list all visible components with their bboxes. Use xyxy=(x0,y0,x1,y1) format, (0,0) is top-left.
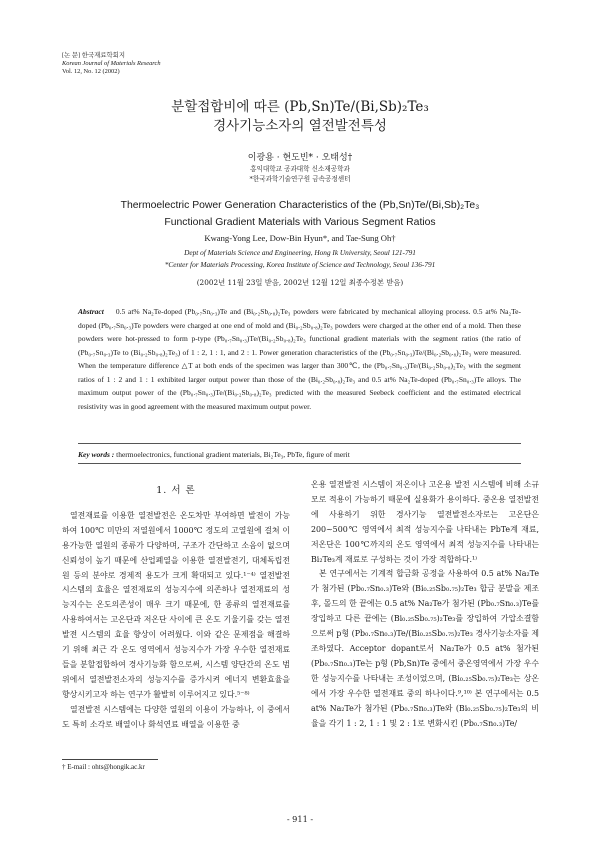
keywords-label: Key words : xyxy=(78,450,115,459)
received-dates: (2002년 11월 23일 받음, 2002년 12월 12일 최종수정본 받음) xyxy=(196,278,404,287)
paper-title-english xyxy=(0,197,600,231)
right-paragraph-2: 본 연구에서는 기계적 합금화 공정을 사용하여 0.5 at% Na₂Te가 첨가된 (Pb₀.₇Sn₀.₃)Te와 (Bi₀.₂₅Sb₀.₇₅)₂Te₃ 합금 분말을 제조후, 몰드의 한 끝에는 0.5 at% Na₂Te가 첨가된 (Pb₀.₇Sn₀.₃)Te를 장입하고 다른 끝에는 (Bi₀.₂₅Sb₀.₇₅)₂Te₃를 장입하여 가압소결함으로써 p형 (Pb₀.₇Sn₀.₃)Te/(Bi₀.₂₅Sb₀.₇₅)₂Te₃ 경사기능소자를 제조하였다. Acceptor dopant로서 Na₂Te가 0.5 at% 첨가된 (Pb₀.₇Sn₀.₃)Te는 p형 (Pb,Sn)Te 중에서 중온영역에서 가장 우수한 성능지수를 나타내는 조성이었으며, (Bi₀.₂₅Sb₀.₇₅)₂Te₃는 상온에서 가장 우수한 열전재료 중의 하나이다.⁹,¹⁰⁾ 본 연구에서는 0.5 at% Na₂Te가 첨가된 (Pb₀.₇Sn₀.₃)Te와 (Bi₀.₂₅Sb₀.₇₅)₂Te₃의 비율을 각기 1 : 2, 1 : 1 및 2 : 1로 변화시킨 (Pb₀.₇Sn₀.₃)Te/ xyxy=(311,569,539,728)
abstract xyxy=(78,305,521,413)
footnote-email: † E-mail : ohts@hongik.ac.kr xyxy=(62,763,145,771)
journal-header xyxy=(62,52,161,76)
title-en-line-1: Thermoelectric Power Generation Characteristics of the (Pb,Sn)Te/(Bi,Sb)₂Te₃ xyxy=(120,200,480,211)
affiliation-en-2: *Center for Materials Processing, Korea Institute of Science and Technology, Seoul 136-791 xyxy=(164,260,436,269)
keywords-bottom-rule xyxy=(78,463,521,464)
left-paragraph-1: 열전재료를 이용한 열전발전은 온도차만 부여하면 발전이 가능하여 100℃ 미만의 저열원에서 1000℃ 정도의 고열원에 걸쳐 이용가능한 열원의 종류가 다양하며, 구조가 간단하고 소음이 없으며 신뢰성이 높기 때문에 산업폐열을 이용한 열전발전기, 대체독립전원 등의 분야로 경제적 용도가 크게 확대되고 있다.¹⁻⁴⁾ 열전발전 시스템의 효율은 열전재료의 성능지수에 의존하나 열전재료의 성능지수는 온도의존성이 매우 크기 때문에, 한 종류의 열전재료를 사용하여서는 고온단과 저온단 사이에 큰 온도 기울기를 갖는 열전발전 시스템의 효율 향상이 어려웠다. 이와 같은 문제점을 해결하기 위해 최근 각 온도 영역에서 성능지수가 가장 우수한 열전재료들을 분할접합하여 경사기능화 함으로써, 시스템 양단간의 온도 범위에서 열전발전소자의 성능지수를 증가시켜 에너지 변환효율을 향상시키고자 하는 연구가 활발히 이루어지고 있다.⁵⁻⁸⁾ xyxy=(62,510,290,699)
authors-english: Kwang-Yong Lee, Dow-Bin Hyun*, and Tae-Sung Oh† xyxy=(204,233,396,243)
keywords-top-rule xyxy=(78,443,521,444)
journal-volume: Vol. 12, No. 12 (2002) xyxy=(62,68,120,75)
affiliation-kr-2: *한국과학기술연구원 금속공정센터 xyxy=(249,175,351,183)
journal-name-kr: [논 문] 한국재료학회지 xyxy=(62,52,126,59)
authors-korean: 이광용 · 현도빈* · 오태성† xyxy=(247,153,353,163)
affiliations-korean xyxy=(0,164,600,184)
affiliation-en-1: Dept of Materials Science and Engineering, Hong Ik University, Seoul 121-791 xyxy=(184,248,416,257)
abstract-text: 0.5 at% Na₂Te-doped (Pb₀.₇Sn₀.₃)Te and (Bi₀.₂Sb₀.₈)₂Te₃ powders were fabricated by mechanical alloying process. 0.5 at% Na₂Te-doped (Pb₀.₇Sn₀.₃)Te powders were charged at one end of mold and (Bi₀.₂Sb₀.₈)₂Te₃ powders were charged at the other end of a mold. Then these powders were hot-pressed to form p-type (Pb₀.₇Sn₀.₃)Te/(Bi₀.₂Sb₀.₈)₂Te₃ functional gradient materials with the segment ratios (the ratio of (Pb₀.₇Sn₀.₃)Te to (Bi₀.₂Sb₀.₈)₂Te₃) of 1 : 2, 1 : 1, and 2 : 1. Power generation characteristics of the (Pb₀.₇Sn₀.₃)Te/(Bi₀.₂Sb₀.₈)₂Te₃ were measured. When the temperature difference △T at both ends of the specimen was larger than 300℃, the (Pb₀.₇Sn₀.₃)Te/(Bi₀.₂Sb₀.₈)₂Te₃ with the segment ratios of 1 : 2 and 1 : 1 exhibited larger output power than those of the (Bi₀.₂Sb₀.₈)₂Te₃ and 0.5 at% Na₂Te-doped (Pb₀.₇Sn₀.₃)Te alloys. The maximum output power of the (Pb₀.₇Sn₀.₃)Te/(Bi₀.₂Sb₀.₈)₂Te₃ predicted with the measured Seebeck coefficient and the estimated electrical resistivity was in good agreement with the measured maximum output power. xyxy=(78,307,521,411)
abstract-label: Abstract xyxy=(78,307,104,316)
affiliations-english xyxy=(0,247,600,271)
affiliation-kr-1: 홍익대학교 공과대학 신소재공학과 xyxy=(250,165,350,173)
keywords xyxy=(78,450,521,459)
title-kr-line-2: 경사기능소자의 열전발전특성 xyxy=(213,118,387,134)
page-number: - 911 - xyxy=(286,814,314,824)
keywords-text: thermoelectronics, functional gradient materials, Bi₂Te₃, PbTe, figure of merit xyxy=(116,450,350,459)
left-column xyxy=(62,478,290,733)
title-kr-line-1: 분할접합비에 따른 (Pb,Sn)Te/(Bi,Sb)₂Te₃ xyxy=(171,99,429,115)
title-en-line-2: Functional Gradient Materials with Various Segment Ratios xyxy=(164,217,436,228)
left-paragraph-2: 열전발전 시스템에는 다양한 열원의 이용이 가능하나, 이 중에서도 특히 소각로 배열이나 화석연료 배열을 이용한 중 xyxy=(62,704,290,729)
right-paragraph-1: 온용 열전발전 시스템이 저온이나 고온용 발전 시스템에 비해 소규모로 적용이 가능하기 때문에 실용화가 용이하다. 중온용 열전발전에 사용하기 위한 경사기능 열전발전소자로는 고온단은 200~500℃ 영역에서 최적 성능지수를 나타내는 PbTe계 재료, 저온단은 100℃까지의 온도 영역에서 최적 성능지수를 나타내는 Bi₂Te₃계 재료로 구성하는 것이 가장 적합하다.¹⁾ xyxy=(311,480,539,564)
right-column xyxy=(311,478,539,731)
paper-title-korean xyxy=(0,98,600,136)
footnote-rule xyxy=(62,759,158,760)
section-heading-introduction: 1. 서 론 xyxy=(156,485,196,496)
journal-name-en: Korean Journal of Materials Research xyxy=(62,60,161,67)
